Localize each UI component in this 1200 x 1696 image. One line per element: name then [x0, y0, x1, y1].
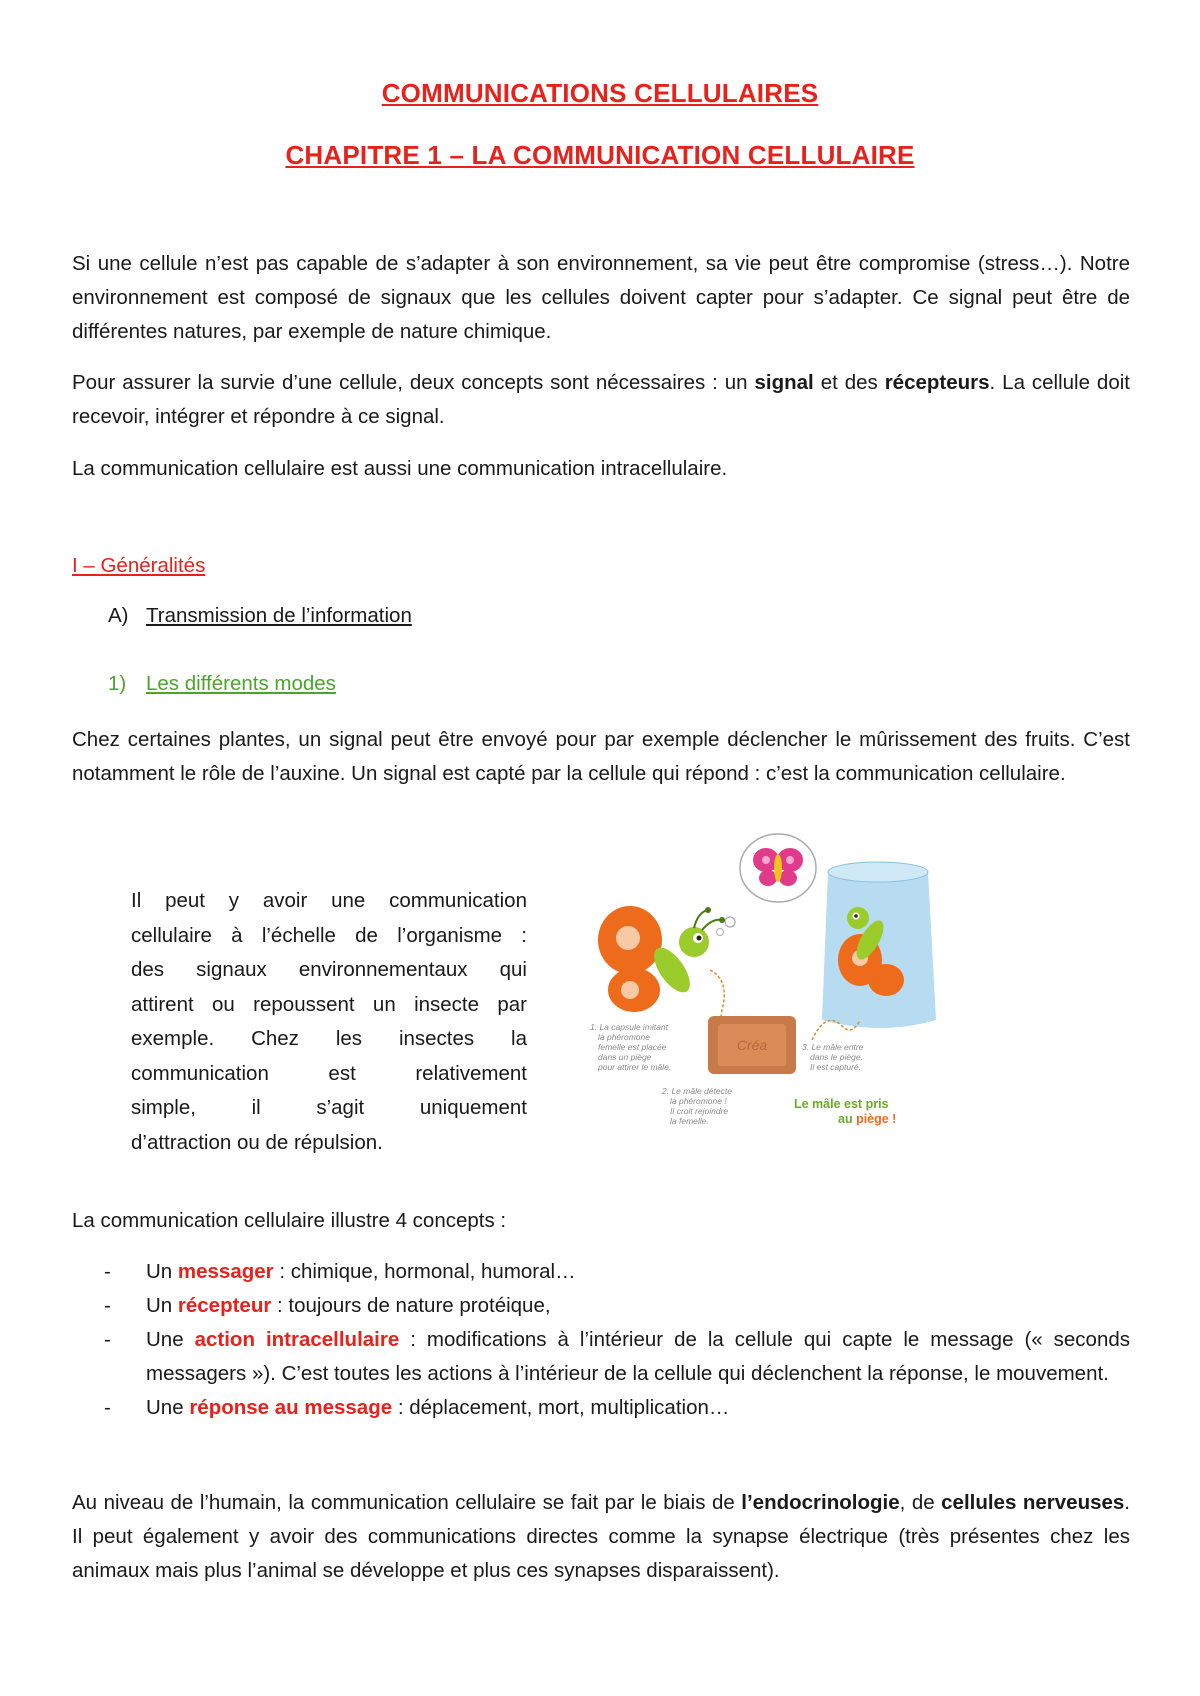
human-text: . Il peut également y avoir des communications directes comme la synapse électrique (très présentes chez les animaux mais plus l’animal se développe et plus ces synapses disparaissent).: [72, 1491, 1130, 1582]
human-text: Au niveau de l’humain, la communication cellulaire se fait par le biais de: [72, 1491, 742, 1514]
list-item: [104, 1289, 1130, 1323]
male-butterfly-icon: [598, 906, 725, 1012]
bullet-dash: -: [104, 1294, 111, 1317]
item-prefix: Une: [146, 1396, 190, 1419]
item-rest: : chimique, hormonal, humoral…: [273, 1260, 576, 1283]
butterfly-trap-illustration: [590, 830, 950, 1130]
item-term: réponse au message: [189, 1396, 393, 1419]
intro-p2-text: . La cellule doit recevoir, intégrer et répondre à ce signal.: [72, 371, 1130, 428]
subsection-1-text: Les différents modes: [146, 672, 336, 695]
caught-caption-line2: [838, 1112, 896, 1126]
item-term: action intracellulaire: [194, 1328, 400, 1351]
subsection-a-label: A): [108, 604, 129, 627]
caption-1-line: femelle est placée: [598, 1042, 667, 1052]
item-rest: : toujours de nature protéique,: [271, 1294, 551, 1317]
human-paragraph: [72, 1486, 1130, 1588]
insect-line: cellulaire à l’échelle de l’organisme :: [131, 923, 527, 947]
intro-paragraph-3: La communication cellulaire est aussi une communication intracellulaire.: [72, 457, 728, 480]
document-title: COMMUNICATIONS CELLULAIRES: [381, 78, 819, 108]
insect-line: exemple. Chez les insectes la: [131, 1027, 527, 1050]
list-item: [104, 1323, 1130, 1391]
glass-trap-icon: [822, 862, 936, 1028]
caption-1-line: la phéromone: [598, 1032, 650, 1042]
insect-line: des signaux environnementaux qui: [131, 958, 527, 981]
subsection-1-label: 1): [108, 672, 127, 695]
pheromone-capsule-icon: [708, 1016, 796, 1074]
intro-p2-text: et des: [813, 371, 885, 394]
subsection-1-heading: [108, 672, 336, 696]
caption-2-line: 2. Le mâle détecte: [662, 1086, 732, 1096]
caption-1-line: dans un piège: [598, 1052, 652, 1062]
caught-caption-part: piège !: [856, 1112, 897, 1126]
insect-line: Il peut y avoir une communication: [131, 889, 527, 912]
list-item: [104, 1391, 1130, 1425]
item-rest: : déplacement, mort, multiplication…: [392, 1396, 730, 1419]
subsection-a-heading: [108, 604, 412, 628]
caption-3-line: 3. Le mâle entre: [802, 1042, 864, 1052]
bullet-dash: -: [104, 1396, 111, 1419]
term-signal: signal: [754, 371, 814, 394]
intro-paragraph-1: Si une cellule n’est pas capable de s’adapter à son environnement, sa vie peut être compromise (stress…). Notre environnement est composé de signaux que les cellules doivent capter pour s’adapter. Ce signal peut être de différentes natures, par exemple de nature chimique.: [72, 252, 1130, 343]
insect-line: attirent ou repoussent un insecte par: [131, 992, 527, 1016]
caption-2-line: la femelle.: [670, 1116, 709, 1126]
thought-bubble: [717, 834, 817, 936]
intro-paragraph-2: [72, 366, 1130, 434]
item-prefix: Un: [146, 1294, 178, 1317]
term-recepteurs: récepteurs: [884, 371, 990, 394]
subsection-a-text: Transmission de l’information: [146, 604, 412, 627]
plants-paragraph: Chez certaines plantes, un signal peut être envoyé pour par exemple déclencher le mûrissement des fruits. C’est notamment le rôle de l’auxine. Un signal est capté par la cellule qui répond : c’est la communication cellulaire.: [72, 728, 1130, 785]
term-cellules-nerveuses: cellules nerveuses: [941, 1491, 1125, 1514]
caption-2-line: la phéromone !: [670, 1096, 727, 1106]
item-prefix: Un: [146, 1260, 178, 1283]
bullet-dash: -: [104, 1328, 111, 1351]
item-rest: : modifications à l’intérieur de la cellule qui capte le message (« seconds messagers »). C’est toutes les actions à l’intérieur de la cellule qui déclenchent la réponse, le mouvement.: [146, 1328, 1131, 1385]
list-item: [104, 1255, 1130, 1289]
concepts-intro: La communication cellulaire illustre 4 concepts :: [72, 1209, 507, 1232]
item-term: récepteur: [177, 1294, 272, 1317]
term-endocrinologie: l’endocrinologie: [741, 1491, 900, 1514]
caught-caption-line1: Le mâle est pris: [794, 1097, 889, 1111]
bullet-dash: -: [104, 1260, 111, 1283]
caption-1-line: 1. La capsule imitant: [590, 1022, 668, 1032]
item-prefix: Une: [146, 1328, 195, 1351]
concepts-list: [104, 1255, 1130, 1425]
caption-1-line: pour attirer le mâle.: [598, 1062, 672, 1072]
insect-line: simple, il s’agit uniquement: [131, 1096, 527, 1119]
caught-caption-part: au: [838, 1112, 857, 1126]
caption-3-line: Il est capturé.: [810, 1062, 862, 1072]
insect-line: communication est relativement: [131, 1061, 527, 1085]
intro-p2-text: Pour assurer la survie d’une cellule, deux concepts sont nécessaires : un: [72, 371, 755, 394]
insect-line: d’attraction ou de répulsion.: [131, 1130, 383, 1154]
insect-paragraph: [131, 884, 527, 1160]
section-heading: I – Généralités: [72, 554, 206, 577]
human-text: , de: [899, 1491, 942, 1514]
item-term: messager: [177, 1260, 274, 1283]
caption-2-line: Il croit rejoindre: [670, 1106, 729, 1116]
caption-3-line: dans le piège.: [810, 1052, 863, 1062]
capsule-label: Créa: [736, 1037, 768, 1053]
chapter-title: CHAPITRE 1 – LA COMMUNICATION CELLULAIRE: [285, 140, 915, 170]
